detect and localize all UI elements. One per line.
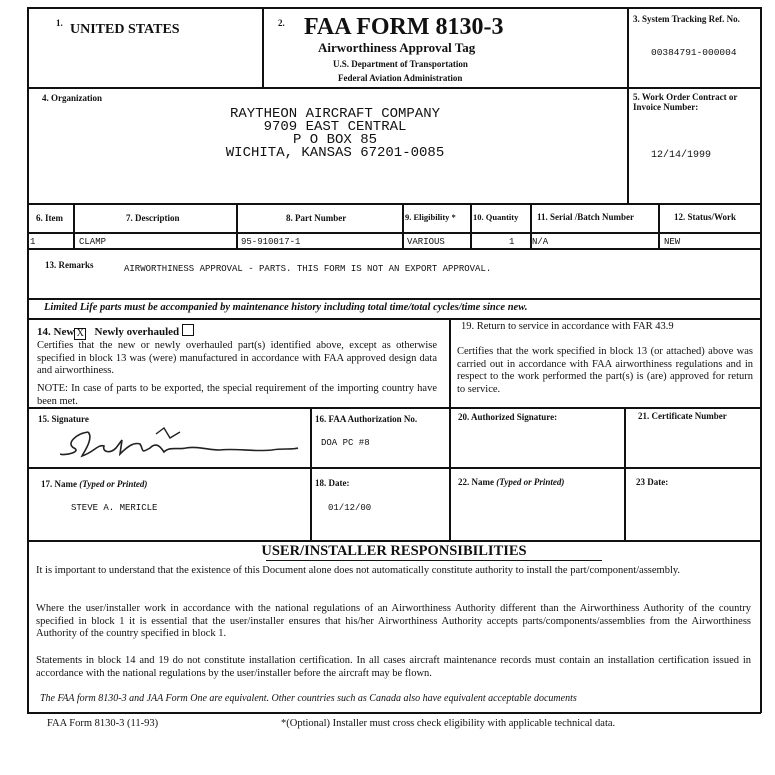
block-19-certification: Certifies that the work specified in block 13 (or attached) above was carried out in accordance with FAA airworthiness regulations and in respect to the work performed the part(s) is (are) approved for return to service. xyxy=(457,346,753,395)
tracking-ref-label: 3. System Tracking Ref. No. xyxy=(633,14,740,24)
footer-form-id: FAA Form 8130-3 (11-93) xyxy=(47,718,159,729)
name-17-label: 17. Name (Typed or Printed) xyxy=(41,479,148,489)
cell-serial-batch: N/A xyxy=(532,237,549,247)
block-2-number: 2. xyxy=(278,18,285,28)
header-serial-batch: 11. Serial /Batch Number xyxy=(537,212,634,222)
divider xyxy=(27,248,761,250)
work-order-value: 12/14/1999 xyxy=(651,150,712,161)
form-border-right xyxy=(760,7,762,713)
new-label: 14. New xyxy=(37,326,75,338)
divider xyxy=(27,318,761,320)
divider xyxy=(402,203,404,248)
header-part-number: 8. Part Number xyxy=(286,213,347,223)
header-item: 6. Item xyxy=(36,213,63,223)
responsibilities-paragraph-3: Statements in block 14 and 19 do not constitute installation certification. In all cases aircraft maintenance records must contain an installation certification issued in accordance with the national regulations by the user/installer before the aircraft may be flown. xyxy=(36,655,751,679)
organization-line: P O BOX 85 xyxy=(292,132,377,148)
remarks-label: 13. Remarks xyxy=(45,260,94,270)
date-18-value: 01/12/00 xyxy=(328,503,372,513)
overhauled-checkbox[interactable] xyxy=(182,324,194,336)
cell-item: 1 xyxy=(30,237,36,247)
responsibilities-paragraph-4: The FAA form 8130-3 and JAA Form One are equivalent. Other countries such as Canada also have equivalent acceptable documents xyxy=(40,693,577,704)
cell-part-number: 95-910017-1 xyxy=(241,237,301,247)
form-border-top xyxy=(27,7,761,9)
faa-authorization-value: DOA PC #8 xyxy=(321,438,370,448)
form-title: FAA FORM 8130-3 xyxy=(304,14,504,40)
divider xyxy=(236,203,238,248)
responsibilities-paragraph-1: It is important to understand that the existence of this Document alone does not automatically constitute authority to install the part/component/assembly. xyxy=(36,565,681,576)
signature-image xyxy=(60,424,300,462)
divider xyxy=(27,232,761,234)
organization-address xyxy=(190,108,480,160)
new-checkbox[interactable]: X xyxy=(74,328,86,340)
form-border-bottom xyxy=(27,712,761,714)
cell-description: CLAMP xyxy=(79,237,107,247)
cell-quantity: 1 xyxy=(509,237,515,247)
authorized-signature-label: 20. Authorized Signature: xyxy=(458,412,558,422)
divider xyxy=(73,203,75,248)
divider xyxy=(27,298,761,300)
title-underline xyxy=(266,560,602,561)
header-description: 7. Description xyxy=(126,213,180,223)
block-1-number: 1. xyxy=(56,18,63,28)
divider xyxy=(27,87,761,89)
organization-line: RAYTHEON AIRCRAFT COMPANY xyxy=(229,106,441,122)
work-order-label: Invoice Number: xyxy=(633,102,699,112)
responsibilities-paragraph-2: Where the user/installer work in accordance with the national regulations of an Airworthiness Authority different than the Airworthiness Authority of the country specified in block 1 it is essential that the user/installer ensures that his/her Airworthiness Authority accepts parts/components/assemblies from the Airworthiness Authority of the country specified in block 1. xyxy=(36,603,751,639)
signature-label: 15. Signature xyxy=(38,414,89,424)
divider xyxy=(627,7,629,87)
divider xyxy=(27,467,761,469)
block-14-header xyxy=(37,324,194,340)
department-name: U.S. Department of Transportation xyxy=(333,59,468,69)
divider xyxy=(470,203,472,248)
date-23-label: 23 Date: xyxy=(636,477,669,487)
block-14-note: NOTE: In case of parts to be exported, the special requirement of the importing country have been met. xyxy=(37,383,437,407)
cell-eligibility: VARIOUS xyxy=(407,237,445,247)
header-quantity: 10. Quantity xyxy=(473,212,519,222)
tracking-ref-value: 00384791-000004 xyxy=(651,47,737,58)
header-eligibility: 9. Eligibility * xyxy=(405,212,456,222)
divider xyxy=(627,87,629,203)
divider xyxy=(310,407,312,540)
block-14-certification: Certifies that the new or newly overhauled part(s) identified above, except as otherwise specified in block 13 was (were) manufactured in accordance with FAA approved design data and airworthiness. xyxy=(37,340,437,376)
block-19-label: 19. Return to service in accordance with FAR 43.9 xyxy=(461,321,674,332)
cell-status-work: NEW xyxy=(664,237,681,247)
footer-optional-note: *(Optional) Installer must cross check eligibility with applicable technical data. xyxy=(281,718,616,729)
country-name: UNITED STATES xyxy=(70,22,180,37)
overhauled-label: Newly overhauled xyxy=(94,326,180,338)
divider xyxy=(449,318,451,540)
divider xyxy=(624,407,626,540)
divider xyxy=(658,203,660,248)
divider xyxy=(27,540,761,542)
form-border-left xyxy=(27,7,29,713)
work-order-label: 5. Work Order Contract or xyxy=(633,92,738,102)
limited-life-notice: Limited Life parts must be accompanied by maintenance history including total time/total cycles/time since new. xyxy=(44,302,528,313)
faa-authorization-label: 16. FAA Authorization No. xyxy=(315,414,418,424)
header-status-work: 12. Status/Work xyxy=(674,212,737,222)
divider xyxy=(27,203,761,205)
divider xyxy=(262,7,264,87)
agency-name: Federal Aviation Administration xyxy=(338,73,463,83)
name-17-value: STEVE A. MERICLE xyxy=(71,503,158,513)
responsibilities-title: USER/INSTALLER RESPONSIBILITIES xyxy=(261,543,527,559)
form-subtitle: Airworthiness Approval Tag xyxy=(318,40,476,55)
name-22-label: 22. Name (Typed or Printed) xyxy=(458,477,565,487)
certificate-number-label: 21. Certificate Number xyxy=(638,411,727,421)
remarks-value: AIRWORTHINESS APPROVAL - PARTS. THIS FORM IS NOT AN EXPORT APPROVAL. xyxy=(124,264,492,274)
organization-line: 9709 EAST CENTRAL xyxy=(263,119,407,135)
organization-line: WICHITA, KANSAS 67201-0085 xyxy=(225,145,445,161)
date-18-label: 18. Date: xyxy=(315,478,350,488)
organization-label: 4. Organization xyxy=(42,93,102,103)
